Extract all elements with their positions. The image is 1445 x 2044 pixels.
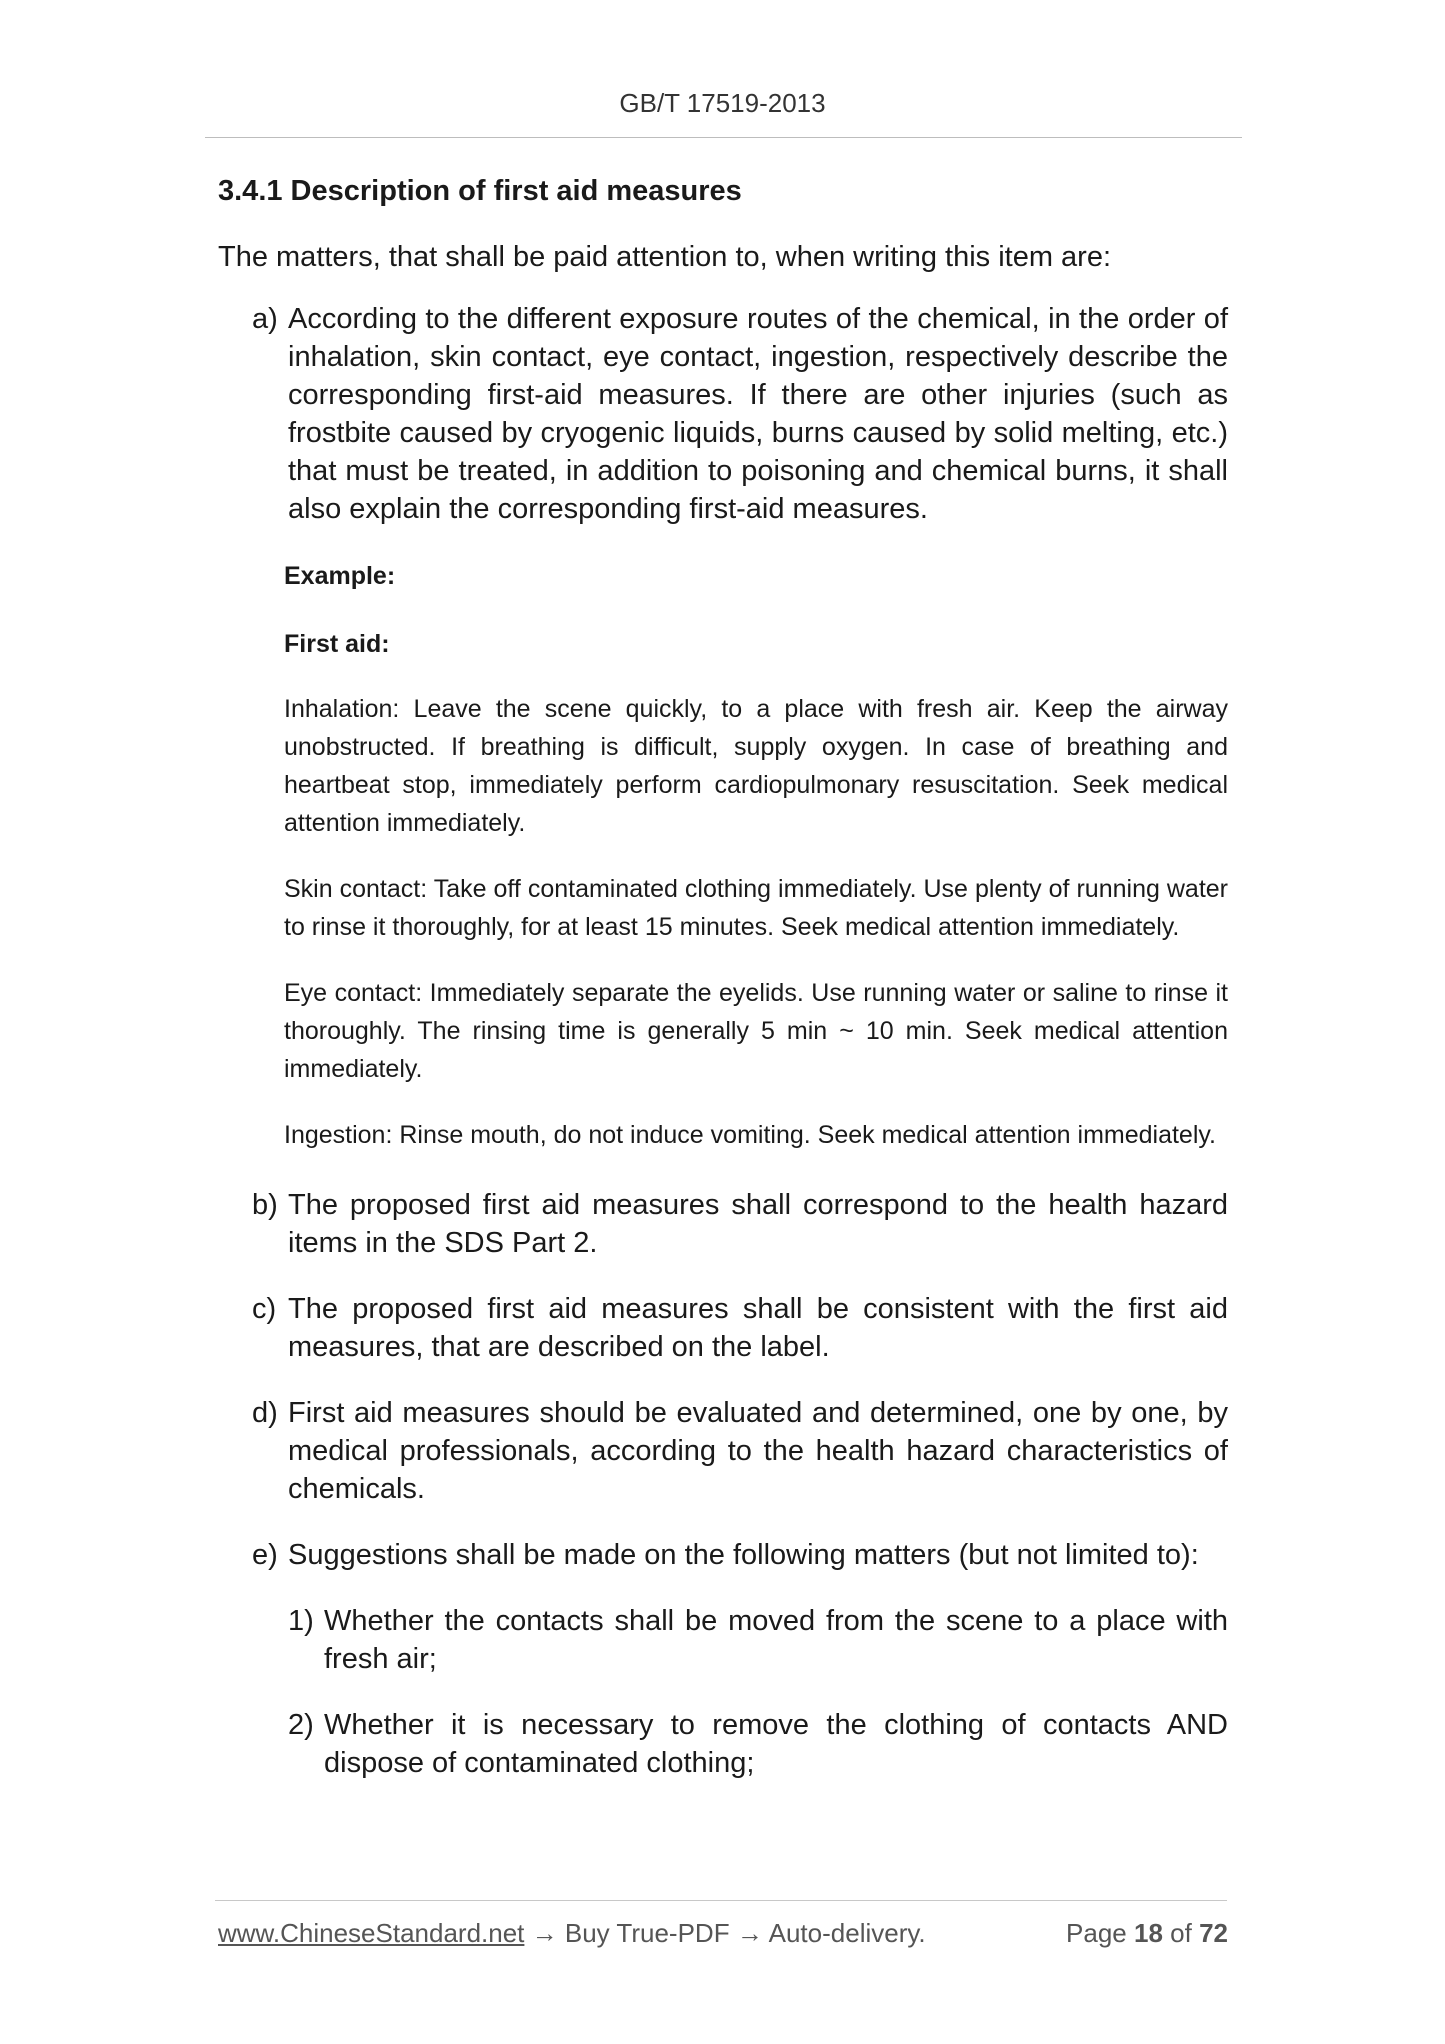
sub-marker: 2) xyxy=(288,1709,314,1741)
list-marker: c) xyxy=(252,1293,277,1325)
list-marker: b) xyxy=(252,1189,278,1221)
page-number-info xyxy=(1066,1918,1228,1949)
website-link[interactable]: www.ChineseStandard.net xyxy=(218,1918,525,1948)
page-of-label: of xyxy=(1170,1918,1192,1948)
sub-item-text: Whether it is necessary to remove the clothing of contacts AND dispose of contaminated clothing; xyxy=(324,1709,1228,1779)
footer-divider xyxy=(215,1900,1227,1901)
list-item-text: According to the different exposure routes of the chemical, in the order of inhalation, skin contact, eye contact, ingestion, respectively describe the corresponding first-aid measures. If there are other injuries (such as frostbite caused by cryogenic liquids, burns caused by solid melting, etc.) that must be treated, in addition to poisoning and chemical burns, it shall also explain the corresponding first-aid measures. xyxy=(288,303,1228,525)
example-label: Example: xyxy=(284,562,396,590)
sub-item-2 xyxy=(218,1706,1228,1782)
list-item-d xyxy=(218,1394,1228,1508)
list-marker: e) xyxy=(252,1539,278,1571)
arrow-right-icon: → xyxy=(736,1918,763,1948)
sub-item-1 xyxy=(218,1602,1228,1678)
first-aid-label: First aid: xyxy=(284,630,390,658)
list-item-c xyxy=(218,1290,1228,1366)
section-title: 3.4.1 Description of first aid measures xyxy=(218,175,742,207)
list-item-a xyxy=(218,300,1228,528)
sub-marker: 1) xyxy=(288,1605,314,1637)
buy-true-pdf-text: Buy True-PDF xyxy=(564,1918,730,1948)
auto-delivery-text: Auto-delivery. xyxy=(768,1918,926,1948)
list-item-b xyxy=(218,1186,1228,1262)
example-ingestion: Ingestion: Rinse mouth, do not induce vomiting. Seek medical attention immediately. xyxy=(284,1121,1216,1149)
sub-item-text: Whether the contacts shall be moved from the scene to a place with fresh air; xyxy=(324,1605,1228,1675)
document-code-header: GB/T 17519-2013 xyxy=(619,88,826,118)
header-divider xyxy=(205,137,1242,138)
example-skin-contact: Skin contact: Take off contaminated clothing immediately. Use plenty of running water to rinse it thoroughly, for at least 15 minutes. Seek medical attention immediately. xyxy=(284,875,1228,941)
list-item-e xyxy=(218,1536,1228,1574)
page-content xyxy=(218,168,1228,1782)
page-footer xyxy=(218,1918,1228,1949)
list-item-text: The proposed first aid measures shall be consistent with the first aid measures, that are described on the label. xyxy=(288,1293,1228,1363)
list-item-text: The proposed first aid measures shall correspond to the health hazard items in the SDS Part 2. xyxy=(288,1189,1228,1259)
list-marker: a) xyxy=(252,303,278,335)
total-page-count: 72 xyxy=(1199,1918,1228,1948)
example-eye-contact: Eye contact: Immediately separate the eyelids. Use running water or saline to rinse it thoroughly. The rinsing time is generally 5 min ~ 10 min. Seek medical attention immediately. xyxy=(284,979,1228,1083)
example-inhalation: Inhalation: Leave the scene quickly, to a place with fresh air. Keep the airway unobstructed. If breathing is difficult, supply oxygen. In case of breathing and heartbeat stop, immediately perform cardiopulmonary resuscitation. Seek medical attention immediately. xyxy=(284,695,1228,837)
list-item-text: Suggestions shall be made on the following matters (but not limited to): xyxy=(288,1539,1199,1571)
example-block xyxy=(218,556,1228,1154)
list-item-text: First aid measures should be evaluated and determined, one by one, by medical professionals, according to the health hazard characteristics of chemicals. xyxy=(288,1397,1228,1505)
list-marker: d) xyxy=(252,1397,278,1429)
section-intro: The matters, that shall be paid attention to, when writing this item are: xyxy=(218,241,1112,273)
page-label: Page xyxy=(1066,1918,1127,1948)
arrow-right-icon: → xyxy=(531,1918,558,1948)
current-page-number: 18 xyxy=(1134,1918,1163,1948)
